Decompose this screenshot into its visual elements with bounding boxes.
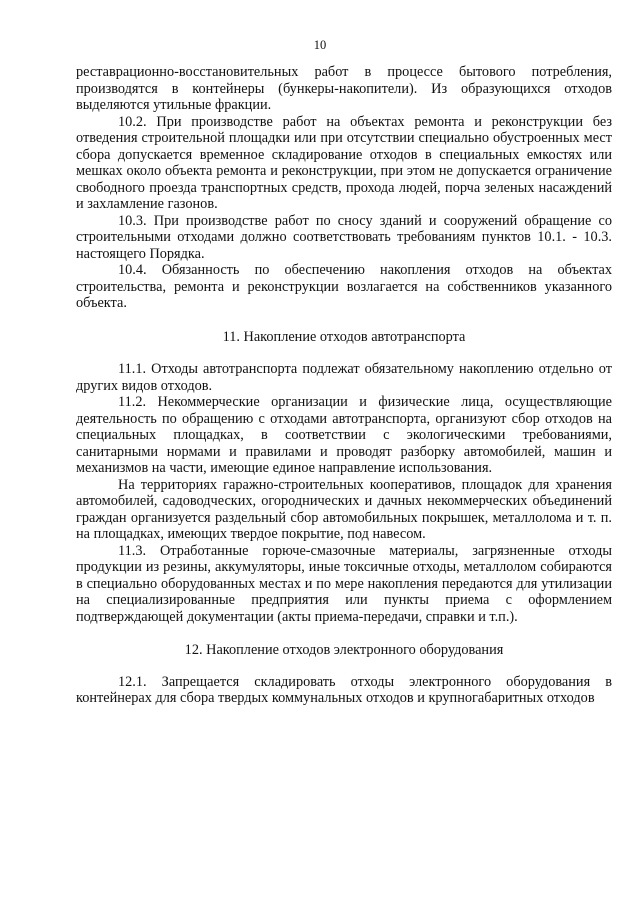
document-body — [76, 64, 612, 707]
paragraph-continuation: реставрационно-восстановительных работ в процессе бытового потребления, производятся в контейнеры (бункеры-накопители). Из образующихся отходов выделяются утильные фракции. — [76, 64, 612, 113]
paragraph-12-1: 12.1. Запрещается складировать отходы электронного оборудования в контейнерах для сбора твердых коммунальных отходов и крупногабаритных отходов — [76, 673, 612, 706]
page-number: 10 — [313, 38, 327, 52]
paragraph-10-3: 10.3. При производстве работ по сносу зданий и сооружений обращение со строительными отходами должно соответствовать требованиям пунктов 10.1. - 10.3. настоящего Порядка. — [76, 212, 612, 262]
paragraph-11-3: 11.3. Отработанные горюче-смазочные материалы, загрязненные отходы продукции из резины, аккумуляторы, иные токсичные отходы, металлолом собираются в специально оборудованных местах и по мере накопления передаются для утилизации на специализированные предприятия или пункты приема с оформлением подтверждающей документации (акты приема-передачи, справки и т.п.). — [76, 542, 612, 625]
section-11-heading: 11. Накопление отходов автотранспорта — [222, 328, 466, 345]
paragraph-11-2-territories: На территориях гаражно-строительных кооперативов, площадок для хранения автомобилей, садоводческих, огороднических и дачных некоммерческих объединений граждан организуется раздельный сбор автомобильных покрышек, металлолома и т. п. на площадках, имеющих твердое покрытие, под навесом. — [76, 476, 612, 542]
paragraph-10-4: 10.4. Обязанность по обеспечению накопления отходов на объектах строительства, ремонта и реконструкции возлагается на собственников указанного объекта. — [76, 262, 612, 311]
section-12-heading: 12. Накопление отходов электронного оборудования — [184, 642, 504, 658]
paragraph-11-1: 11.1. Отходы автотранспорта подлежат обязательному накоплению отдельно от других видов отходов. — [76, 361, 612, 394]
paragraph-10-2: 10.2. При производстве работ на объектах ремонта и реконструкции без отведения строительной площадки или при отсутствии специально обустроенных мест сбора допускается временное складирование отходов в специальных емкостях или мешках около объекта ремонта и реконструкции, при этом не допускается ограничение свободного проезда транспортных средств, прохода людей, порча зеленых насаждений и захламление газонов. — [76, 113, 612, 212]
paragraph-11-2: 11.2. Некоммерческие организации и физические лица, осуществляющие деятельность по обращению с отходами автотранспорта, организуют сбор отходов на специальных площадках, в соответствии с экологическими требованиями, санитарными нормами и правилами и проводят разборку автомобилей, машин и механизмов на части, имеющие единое направление использования. — [76, 394, 612, 476]
